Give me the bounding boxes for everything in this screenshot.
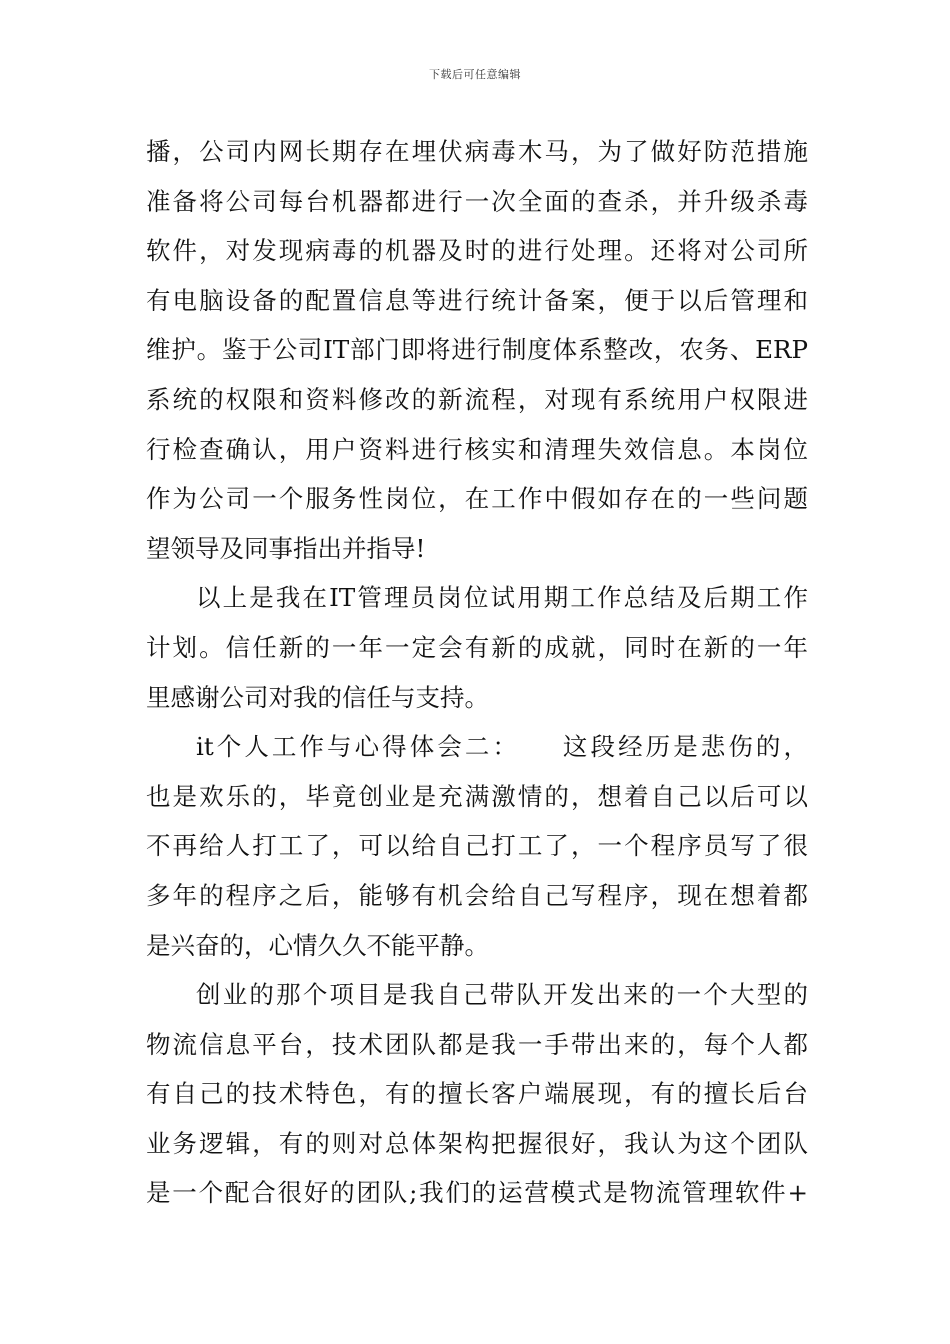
text-line: 也是欢乐的，毕竟创业是充满激情的，想着自己以后可以 bbox=[146, 781, 808, 811]
text-line: 是一个配合很好的团队;我们的运营模式是物流管理软件+ bbox=[146, 1178, 808, 1208]
paragraph bbox=[146, 127, 808, 573]
text-line: 业务逻辑，有的则对总体架构把握很好，我认为这个团队 bbox=[146, 1128, 808, 1158]
text-line: it个人工作与心得体会二： 这段经历是悲伤的， bbox=[196, 732, 808, 762]
text-line: 行检查确认，用户资料进行核实和清理失效信息。本岗位 bbox=[146, 434, 808, 464]
text-line: 以上是我在IT管理员岗位试用期工作总结及后期工作 bbox=[196, 583, 808, 613]
text-line: 软件，对发现病毒的机器及时的进行处理。还将对公司所 bbox=[146, 236, 808, 266]
text-line: 里感谢公司对我的信任与支持。 bbox=[146, 682, 489, 712]
text-line: 创业的那个项目是我自己带队开发出来的一个大型的 bbox=[196, 980, 808, 1010]
paragraph bbox=[146, 573, 808, 722]
text-line: 作为公司一个服务性岗位，在工作中假如存在的一些问题 bbox=[146, 484, 808, 514]
text-line: 维护。鉴于公司IT部门即将进行制度体系整改，农务、ERP bbox=[146, 335, 808, 365]
paragraph bbox=[146, 722, 808, 970]
text-line: 物流信息平台，技术团队都是我一手带出来的，每个人都 bbox=[146, 1029, 808, 1059]
text-line: 计划。信任新的一年一定会有新的成就，同时在新的一年 bbox=[146, 632, 808, 662]
text-line: 准备将公司每台机器都进行一次全面的查杀，并升级杀毒 bbox=[146, 186, 808, 216]
page-header: 下载后可任意编辑 bbox=[429, 68, 521, 81]
text-line: 不再给人打工了，可以给自己打工了，一个程序员写了很 bbox=[146, 831, 808, 861]
text-line: 有自己的技术特色，有的擅长客户端展现，有的擅长后台 bbox=[146, 1079, 808, 1109]
text-line: 有电脑设备的配置信息等进行统计备案，便于以后管理和 bbox=[146, 285, 808, 315]
text-line: 多年的程序之后，能够有机会给自己写程序，现在想着都 bbox=[146, 880, 808, 910]
text-line: 播，公司内网长期存在埋伏病毒木马，为了做好防范措施 bbox=[146, 137, 808, 166]
text-line: 是兴奋的，心情久久不能平静。 bbox=[146, 930, 489, 960]
paragraph bbox=[146, 970, 808, 1218]
text-line: 系统的权限和资料修改的新流程，对现有系统用户权限进 bbox=[146, 384, 808, 414]
document-body bbox=[146, 127, 808, 1218]
text-line: 望领导及同事指出并指导! bbox=[146, 533, 426, 563]
